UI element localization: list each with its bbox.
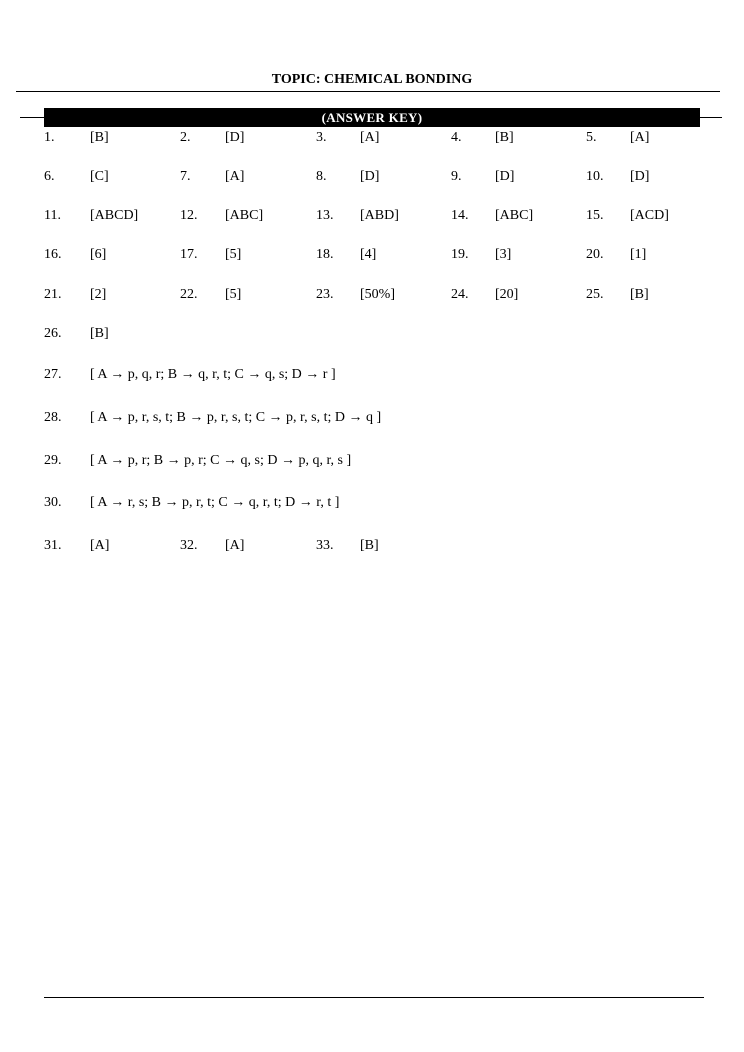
question-number: 29. <box>44 453 62 468</box>
banner-line-right <box>700 117 722 118</box>
page-title: TOPIC: CHEMICAL BONDING <box>271 72 473 87</box>
question-number: 24. <box>451 287 469 302</box>
question-number: 1. <box>44 130 55 145</box>
question-number: 17. <box>180 247 198 262</box>
answer-value: [D] <box>360 169 380 184</box>
question-number: 23. <box>316 287 334 302</box>
question-number: 13. <box>316 208 334 223</box>
question-number: 15. <box>586 208 604 223</box>
question-number: 14. <box>451 208 469 223</box>
question-number: 18. <box>316 247 334 262</box>
answer-value: [C] <box>90 169 109 184</box>
banner-line-left <box>20 117 44 118</box>
question-number: 28. <box>44 410 62 425</box>
answer-value: [ACD] <box>630 208 669 223</box>
question-number: 32. <box>180 538 198 553</box>
question-number: 9. <box>451 169 462 184</box>
answer-value: [3] <box>495 247 512 262</box>
answer-value: [B] <box>90 326 109 341</box>
question-number: 12. <box>180 208 198 223</box>
answer-value: [ABC] <box>495 208 534 223</box>
answer-value: [A] <box>225 169 245 184</box>
answer-value: [2] <box>90 287 107 302</box>
question-number: 8. <box>316 169 327 184</box>
question-number: 27. <box>44 367 62 382</box>
question-number: 4. <box>451 130 462 145</box>
answer-value: [ A → p, q, r; B → q, r, t; C → q, s; D → r ] <box>90 367 336 382</box>
answer-value: [ A → p, r, s, t; B → p, r, s, t; C → p, r, s, t; D → q ] <box>90 410 382 425</box>
answer-value: [1] <box>630 247 647 262</box>
answer-value: [ A → r, s; B → p, r, t; C → q, r, t; D → r, t ] <box>90 495 340 510</box>
question-number: 5. <box>586 130 597 145</box>
question-number: 16. <box>44 247 62 262</box>
answer-value: [50%] <box>360 287 395 302</box>
question-number: 26. <box>44 326 62 341</box>
answer-value: [ABCD] <box>90 208 139 223</box>
question-number: 21. <box>44 287 62 302</box>
question-number: 20. <box>586 247 604 262</box>
answer-value: [A] <box>360 130 380 145</box>
question-number: 3. <box>316 130 327 145</box>
answer-key-banner: (ANSWER KEY) <box>44 108 700 127</box>
question-number: 11. <box>44 208 61 223</box>
answer-value: [20] <box>495 287 519 302</box>
answer-value: [5] <box>225 287 242 302</box>
answer-value: [A] <box>90 538 110 553</box>
question-number: 19. <box>451 247 469 262</box>
answer-value: [ABD] <box>360 208 399 223</box>
top-rule <box>16 91 720 92</box>
question-number: 25. <box>586 287 604 302</box>
question-number: 31. <box>44 538 62 553</box>
answer-value: [B] <box>360 538 379 553</box>
answer-value: [ABC] <box>225 208 264 223</box>
answer-value: [D] <box>630 169 650 184</box>
bottom-rule <box>44 997 704 998</box>
answer-value: [A] <box>630 130 650 145</box>
answer-value: [A] <box>225 538 245 553</box>
question-number: 2. <box>180 130 191 145</box>
question-number: 33. <box>316 538 334 553</box>
answer-value: [D] <box>495 169 515 184</box>
answer-value: [B] <box>90 130 109 145</box>
answer-value: [4] <box>360 247 377 262</box>
answer-value: [5] <box>225 247 242 262</box>
answer-value: [B] <box>630 287 649 302</box>
answer-value: [6] <box>90 247 107 262</box>
answer-value: [D] <box>225 130 245 145</box>
question-number: 7. <box>180 169 191 184</box>
answer-value: [ A → p, r; B → p, r; C → q, s; D → p, q, r, s ] <box>90 453 352 468</box>
question-number: 22. <box>180 287 198 302</box>
question-number: 10. <box>586 169 604 184</box>
answer-value: [B] <box>495 130 514 145</box>
question-number: 6. <box>44 169 55 184</box>
question-number: 30. <box>44 495 62 510</box>
